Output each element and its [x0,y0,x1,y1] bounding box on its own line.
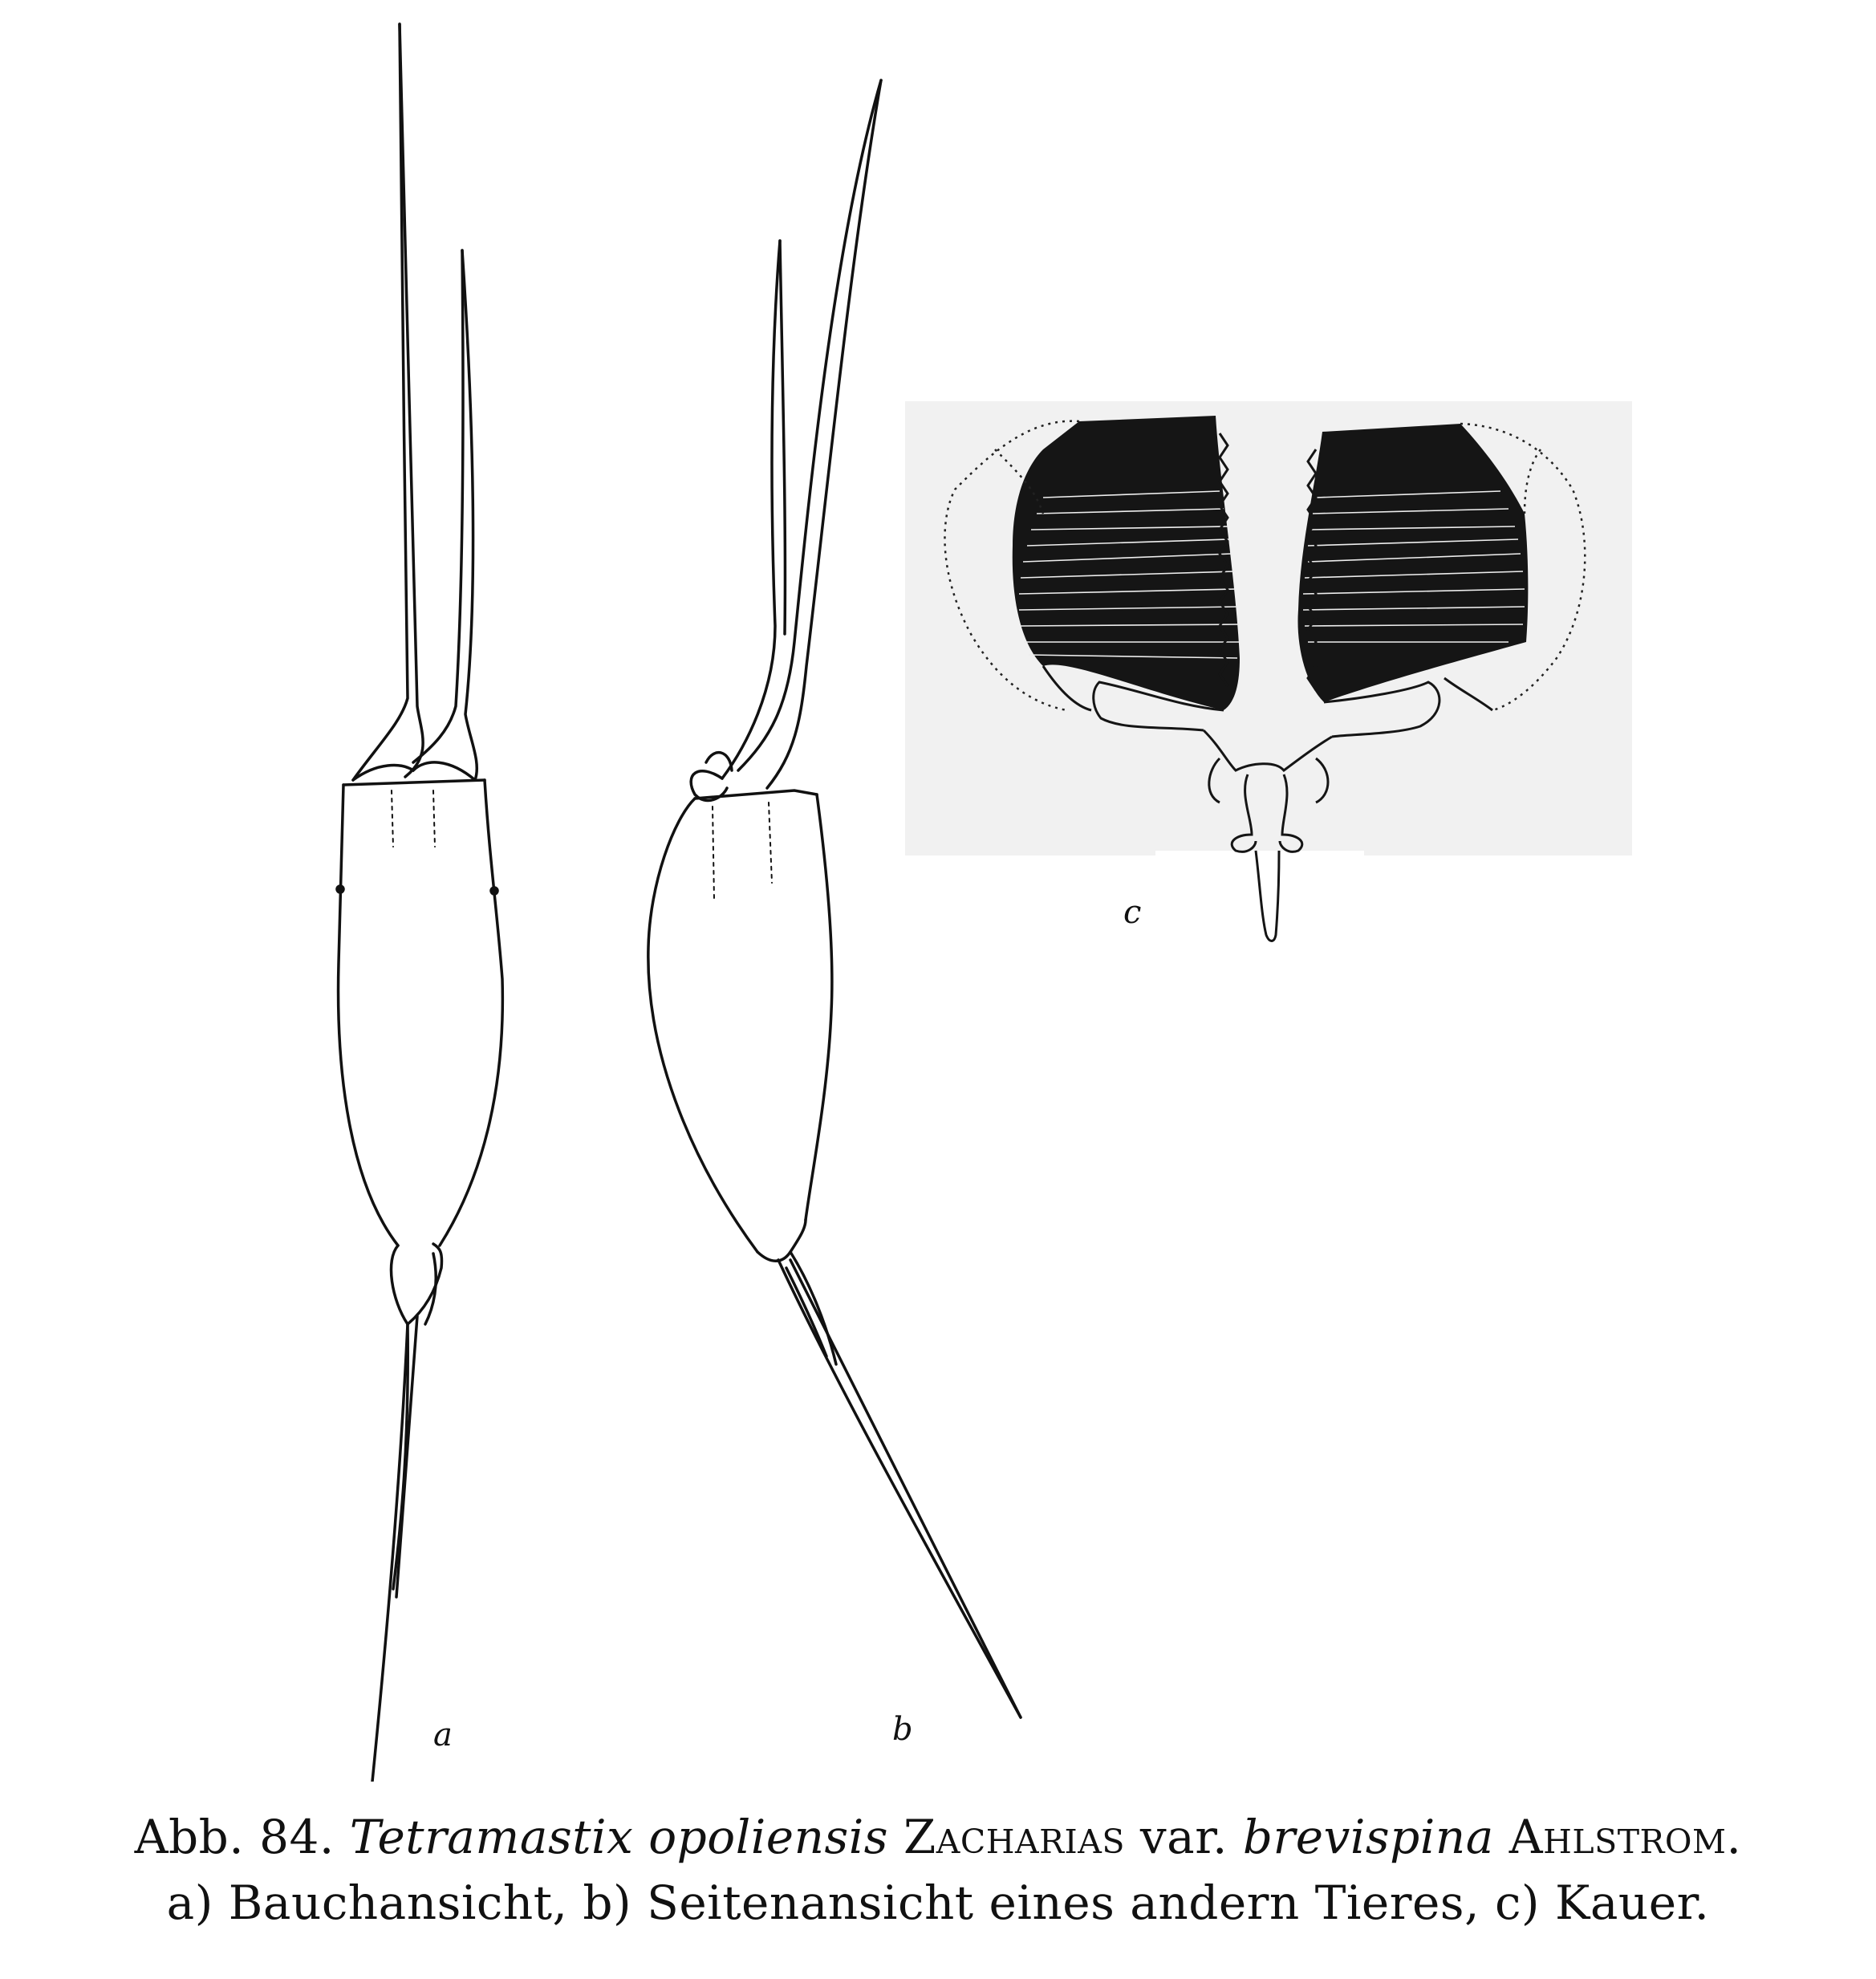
caption-figure-number: Abb. 84. [134,1810,335,1864]
panel-a-drawing [337,24,502,1782]
caption-variety: brevispina [1242,1810,1494,1864]
figure-caption [0,1804,1876,1936]
caption-species: Tetramastix opoliensis [349,1810,889,1864]
panel-c-label: c [1123,894,1142,931]
caption-line-2: a) Bauchansicht, b) Seitenansicht eines andern Tieres, c) Kauer. [166,1875,1710,1930]
panel-a-label: a [433,1717,453,1753]
caption-line-1 [0,1804,1876,1870]
caption-author-1: Zacharias [903,1810,1125,1864]
panel-b-label: b [892,1711,913,1748]
caption-author-2: Ahlstrom. [1509,1810,1742,1864]
panel-c-drawing [905,401,1632,947]
caption-var: var. [1139,1810,1228,1864]
panel-b-drawing [648,80,1021,1717]
